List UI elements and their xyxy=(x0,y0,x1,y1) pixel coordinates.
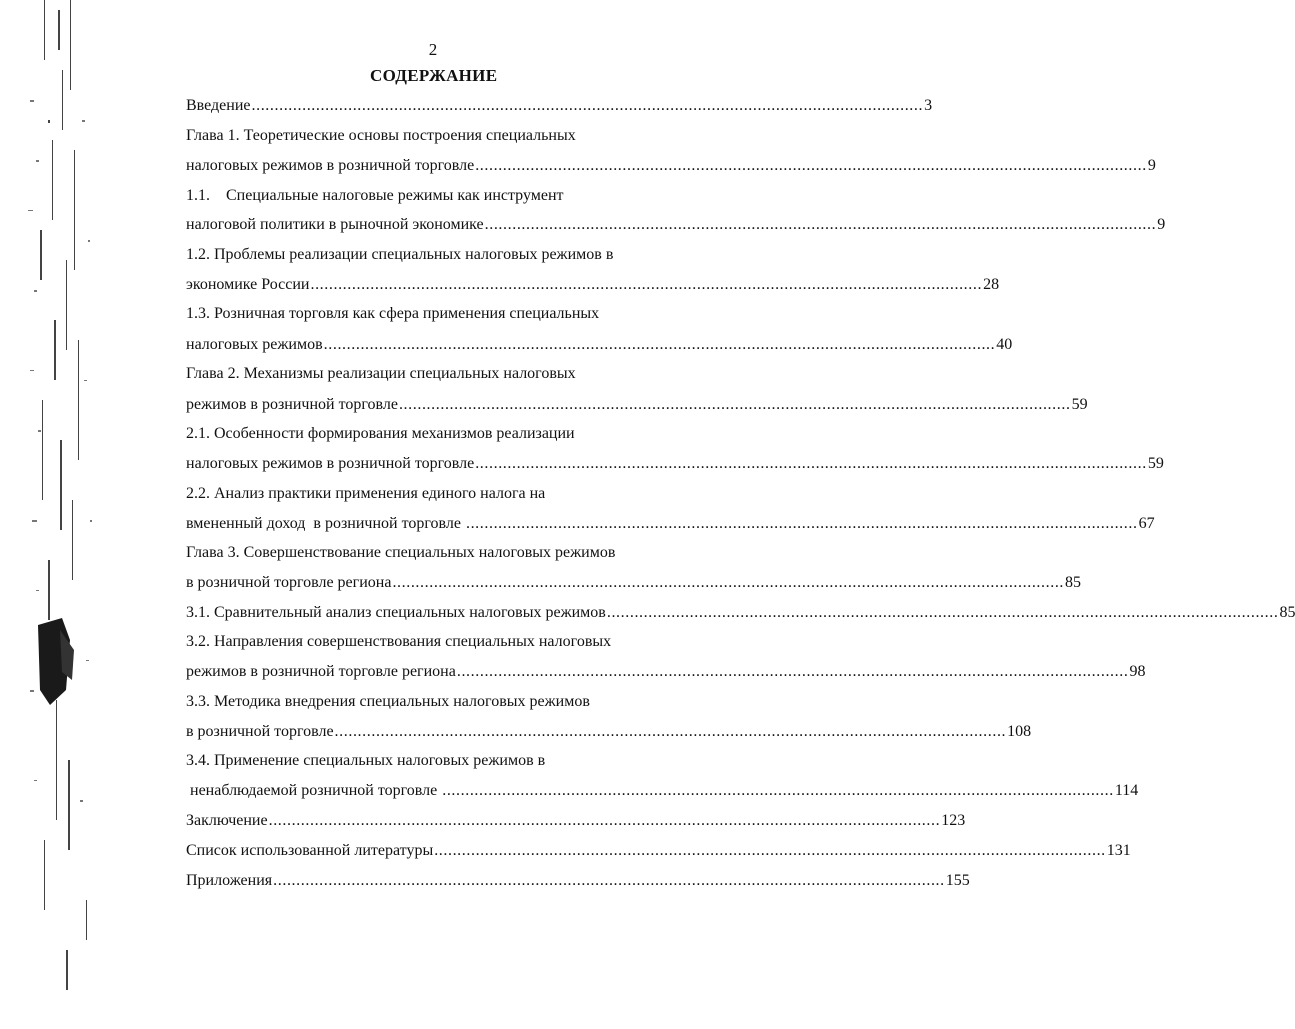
toc-entry xyxy=(186,660,1146,684)
toc-leader-dots: .................................................................................................................................................. xyxy=(475,157,1147,174)
toc-leader-dots: .................................................................................................................................................. xyxy=(334,723,1007,740)
toc-entry-text: ненаблюдаемой розничной торговле xyxy=(186,782,442,799)
toc-entry xyxy=(186,869,970,893)
toc-leader-dots: .................................................................................................................................................. xyxy=(606,604,1279,621)
toc-entry-text: 1.3. Розничная торговля как сфера применения специальных xyxy=(186,305,600,322)
toc-entry-text: Глава 2. Механизмы реализации специальных налоговых xyxy=(186,365,576,382)
toc-entry-page: 123 xyxy=(941,812,966,829)
toc-leader-dots: .................................................................................................................................................. xyxy=(323,336,996,353)
toc-entry xyxy=(186,779,1139,803)
toc-entry-text: режимов в розничной торговле региона xyxy=(186,663,456,680)
toc-entry-page: 9 xyxy=(1157,216,1166,233)
toc-entry-text: 3.4. Применение специальных налоговых режимов в xyxy=(186,752,546,769)
toc-entry-text: 3.2. Направления совершенствования специальных налоговых xyxy=(186,633,612,650)
toc-entry-text: Список использованной литературы xyxy=(186,842,434,859)
toc-leader-dots: .................................................................................................................................................. xyxy=(310,276,983,293)
toc-entry-page: 155 xyxy=(945,872,970,889)
toc-entry-text: 2.2. Анализ практики применения единого налога на xyxy=(186,485,546,502)
toc-leader-dots: .................................................................................................................................................. xyxy=(273,872,945,889)
toc-entry xyxy=(186,124,682,148)
page-number: 2 xyxy=(428,40,438,59)
toc-entry-page: 98 xyxy=(1129,663,1146,680)
toc-entry-text: налоговых режимов в розничной торговле xyxy=(186,455,475,472)
toc-entry-text: в розничной торговле региона xyxy=(186,574,392,591)
toc-entry xyxy=(186,94,933,118)
toc-leader-dots: .................................................................................................................................................. xyxy=(465,515,1138,532)
toc-leader-dots: .................................................................................................................................................. xyxy=(475,455,1147,472)
toc-leader-dots: .................................................................................................................................................. xyxy=(398,396,1071,413)
toc-entry xyxy=(186,690,682,714)
toc-entry-text: Глава 1. Теоретические основы построения специальных xyxy=(186,127,576,144)
toc-entry xyxy=(186,839,1131,863)
toc-entry xyxy=(186,154,1156,178)
toc-leader-dots: .................................................................................................................................................. xyxy=(251,97,924,114)
toc-entry-page: 59 xyxy=(1147,455,1164,472)
toc-entry-text: в розничной торговле xyxy=(186,723,334,740)
toc-leader-dots: .................................................................................................................................................. xyxy=(442,782,1114,799)
toc-entry-text: налоговых режимов xyxy=(186,336,323,353)
toc-entry xyxy=(186,184,682,208)
toc-entry xyxy=(186,243,682,267)
toc-entry-page: 108 xyxy=(1007,723,1032,740)
toc-entry xyxy=(186,422,682,446)
toc-entry-page: 3 xyxy=(924,97,933,114)
toc-leader-dots: .................................................................................................................................................. xyxy=(456,663,1129,680)
toc-entry xyxy=(186,302,682,326)
toc-entry-page: 40 xyxy=(996,336,1013,353)
toc-entry xyxy=(186,571,1082,595)
toc-entry xyxy=(186,213,1166,237)
page-title: СОДЕРЖАНИЕ xyxy=(370,66,498,85)
toc-entry xyxy=(186,333,1013,357)
toc-entry xyxy=(186,630,682,654)
toc-entry xyxy=(186,273,1000,297)
toc-entry xyxy=(186,809,966,833)
toc-entry xyxy=(186,541,682,565)
toc-entry xyxy=(186,601,1295,625)
toc-leader-dots: .................................................................................................................................................. xyxy=(434,842,1106,859)
toc-entry-page: 28 xyxy=(983,276,1000,293)
toc-entry xyxy=(186,482,682,506)
toc-leader-dots: .................................................................................................................................................. xyxy=(268,812,941,829)
toc-entry-text: Глава 3. Совершенствование специальных налоговых режимов xyxy=(186,544,616,561)
toc-entry-page: 9 xyxy=(1147,157,1156,174)
toc-entry-text: режимов в розничной торговле xyxy=(186,396,398,413)
toc-leader-dots: .................................................................................................................................................. xyxy=(392,574,1065,591)
toc-entry-page: 114 xyxy=(1114,782,1139,799)
toc-entry xyxy=(186,720,1032,744)
toc-entry-text: 3.3. Методика внедрения специальных налоговых режимов xyxy=(186,693,590,710)
toc-entry-text: налоговой политики в рыночной экономике xyxy=(186,216,484,233)
toc-entry-text: 1.1. Специальные налоговые режимы как инструмент xyxy=(186,187,564,204)
toc-entry xyxy=(186,512,1155,536)
toc-entry-text: Приложения xyxy=(186,872,273,889)
toc-entry-text: 1.2. Проблемы реализации специальных налоговых режимов в xyxy=(186,246,614,263)
toc-entry-text: 3.1. Сравнительный анализ специальных налоговых режимов xyxy=(186,604,606,621)
toc-entry-text: экономике России xyxy=(186,276,310,293)
toc-entry-page: 85 xyxy=(1279,604,1295,621)
toc-entry-text: Заключение xyxy=(186,812,268,829)
toc-entry xyxy=(186,749,682,773)
toc-entry xyxy=(186,393,1088,417)
toc-entry-page: 59 xyxy=(1071,396,1088,413)
toc-entry-page: 131 xyxy=(1106,842,1131,859)
toc-entry-page: 85 xyxy=(1065,574,1082,591)
toc-entry xyxy=(186,362,682,386)
toc-entry xyxy=(186,452,1164,476)
toc-entry-text: налоговых режимов в розничной торговле xyxy=(186,157,475,174)
toc-entry-page: 67 xyxy=(1138,515,1155,532)
toc-entry-text: 2.1. Особенности формирования механизмов реализации xyxy=(186,425,575,442)
toc-leader-dots: .................................................................................................................................................. xyxy=(484,216,1157,233)
toc-entry-text: вмененный доход в розничной торговле xyxy=(186,515,465,532)
toc-entry-text: Введение xyxy=(186,97,251,114)
